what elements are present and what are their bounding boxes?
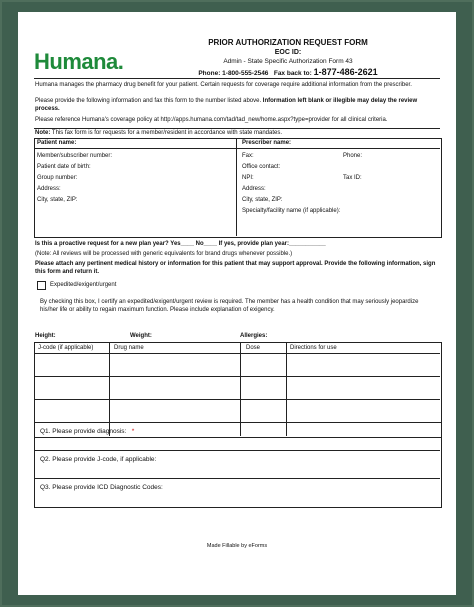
drug-table-row-line-2 [34, 399, 440, 400]
eoc-id-label: EOC ID: [274, 49, 302, 56]
phone-label: Phone: 1-800-555-2546 [198, 70, 269, 77]
col-jcode: J-code (if applicable) [38, 345, 94, 351]
proactive-question[interactable]: Is this a proactive request for a new plan year? Yes____ No____ If yes, provide plan year:___________ [35, 241, 326, 247]
q2-jcode-field[interactable]: Q2. Please provide J-code, if applicable: [40, 456, 157, 463]
drug-table-header-line [34, 353, 440, 354]
generic-note: (Note: All reviews will be processed with generic equivalents for brand drugs whenever possible.) [35, 251, 293, 257]
q3-icd-field[interactable]: Q3. Please provide ICD Diagnostic Codes: [40, 484, 163, 491]
form-subtitle: Admin - State Specific Authorization Form 43 [223, 58, 353, 65]
prescriber-fax-field[interactable]: Fax: [242, 153, 254, 159]
note-line [35, 130, 282, 138]
questions-line-1 [34, 450, 440, 451]
npi-field[interactable]: NPI: [242, 175, 254, 181]
col-dose: Dose [246, 345, 261, 351]
height-field[interactable]: Height: [35, 333, 56, 339]
member-number-field[interactable]: Member/subscriber number: [37, 153, 113, 159]
q1-diagnosis-field[interactable] [40, 428, 134, 436]
patient-city-field[interactable]: City, state, ZIP: [37, 197, 78, 203]
patient-heading-line [34, 148, 440, 149]
expedited-label: Expedited/exigent/urgent [50, 282, 117, 288]
note-text: This fax form is for requests for a member/resident in accordance with state mandates. [51, 130, 283, 136]
q1-label: Q1. Please provide diagnosis: [40, 428, 127, 435]
fax-label: Fax back to: [273, 70, 312, 77]
allergies-field[interactable]: Allergies: [240, 333, 268, 339]
form-page [18, 12, 456, 595]
note-label: Note: [35, 130, 51, 136]
specialty-field[interactable]: Specialty/facility name (if applicable): [242, 208, 341, 214]
prescriber-city-field[interactable]: City, state, ZIP: [242, 197, 283, 203]
intro-p2-text: Please provide the following information and fax this form to the number listed above. [35, 98, 262, 104]
office-contact-field[interactable]: Office contact: [242, 164, 281, 170]
col-drug-name: Drug name [114, 345, 144, 351]
intro-p2-warning: Information left blank or illegible may delay the review process. [35, 98, 418, 112]
prescriber-phone-field[interactable]: Phone: [343, 153, 363, 159]
patient-prescriber-divider [236, 138, 237, 236]
required-marker: * [131, 428, 135, 435]
attach-history-note: Please attach any pertinent medical history or information for this patient that may support approval. Provide the following information, sign this form and return it. [35, 261, 436, 275]
note-top-line [34, 128, 440, 129]
patient-name-label[interactable]: Patient name: [37, 140, 77, 146]
tax-id-field[interactable]: Tax ID: [343, 175, 362, 181]
header-divider [34, 78, 440, 79]
weight-field[interactable]: Weight: [130, 333, 152, 339]
expedited-certification-text: By checking this box, I certify an expedited/exigent/urgent review is required. The member has a health condition that may seriously jeopardize his/her life or ability to regain maximum function. Please include explanation of exigency. [40, 299, 419, 313]
patient-address-field[interactable]: Address: [37, 186, 61, 192]
prescriber-address-field[interactable]: Address: [242, 186, 266, 192]
form-title: PRIOR AUTHORIZATION REQUEST FORM [208, 38, 368, 47]
footer-credit: Made Fillable by eForms [206, 543, 268, 549]
contact-line [138, 67, 438, 78]
intro-paragraph-1: Humana manages the pharmacy drug benefit for your patient. Certain requests for coverage require additional information from the prescriber. [35, 82, 412, 88]
prescriber-name-label[interactable]: Prescriber name: [242, 140, 292, 146]
questions-line-2 [34, 478, 440, 479]
group-number-field[interactable]: Group number: [37, 175, 78, 181]
fax-number: 1-877-486-2621 [313, 67, 378, 77]
patient-dob-field[interactable]: Patient date of birth: [37, 164, 91, 170]
coverage-policy-text: Please reference Humana's coverage policy at http://apps.humana.com/tad/tad_new/home.aspx?type=provider for all clinical criteria. [35, 117, 388, 123]
drug-table-row-line-1 [34, 376, 440, 377]
intro-paragraph-2 [35, 98, 439, 113]
col-directions: Directions for use [290, 345, 337, 351]
humana-logo: Humana. [34, 49, 124, 74]
expedited-checkbox[interactable] [37, 281, 46, 290]
